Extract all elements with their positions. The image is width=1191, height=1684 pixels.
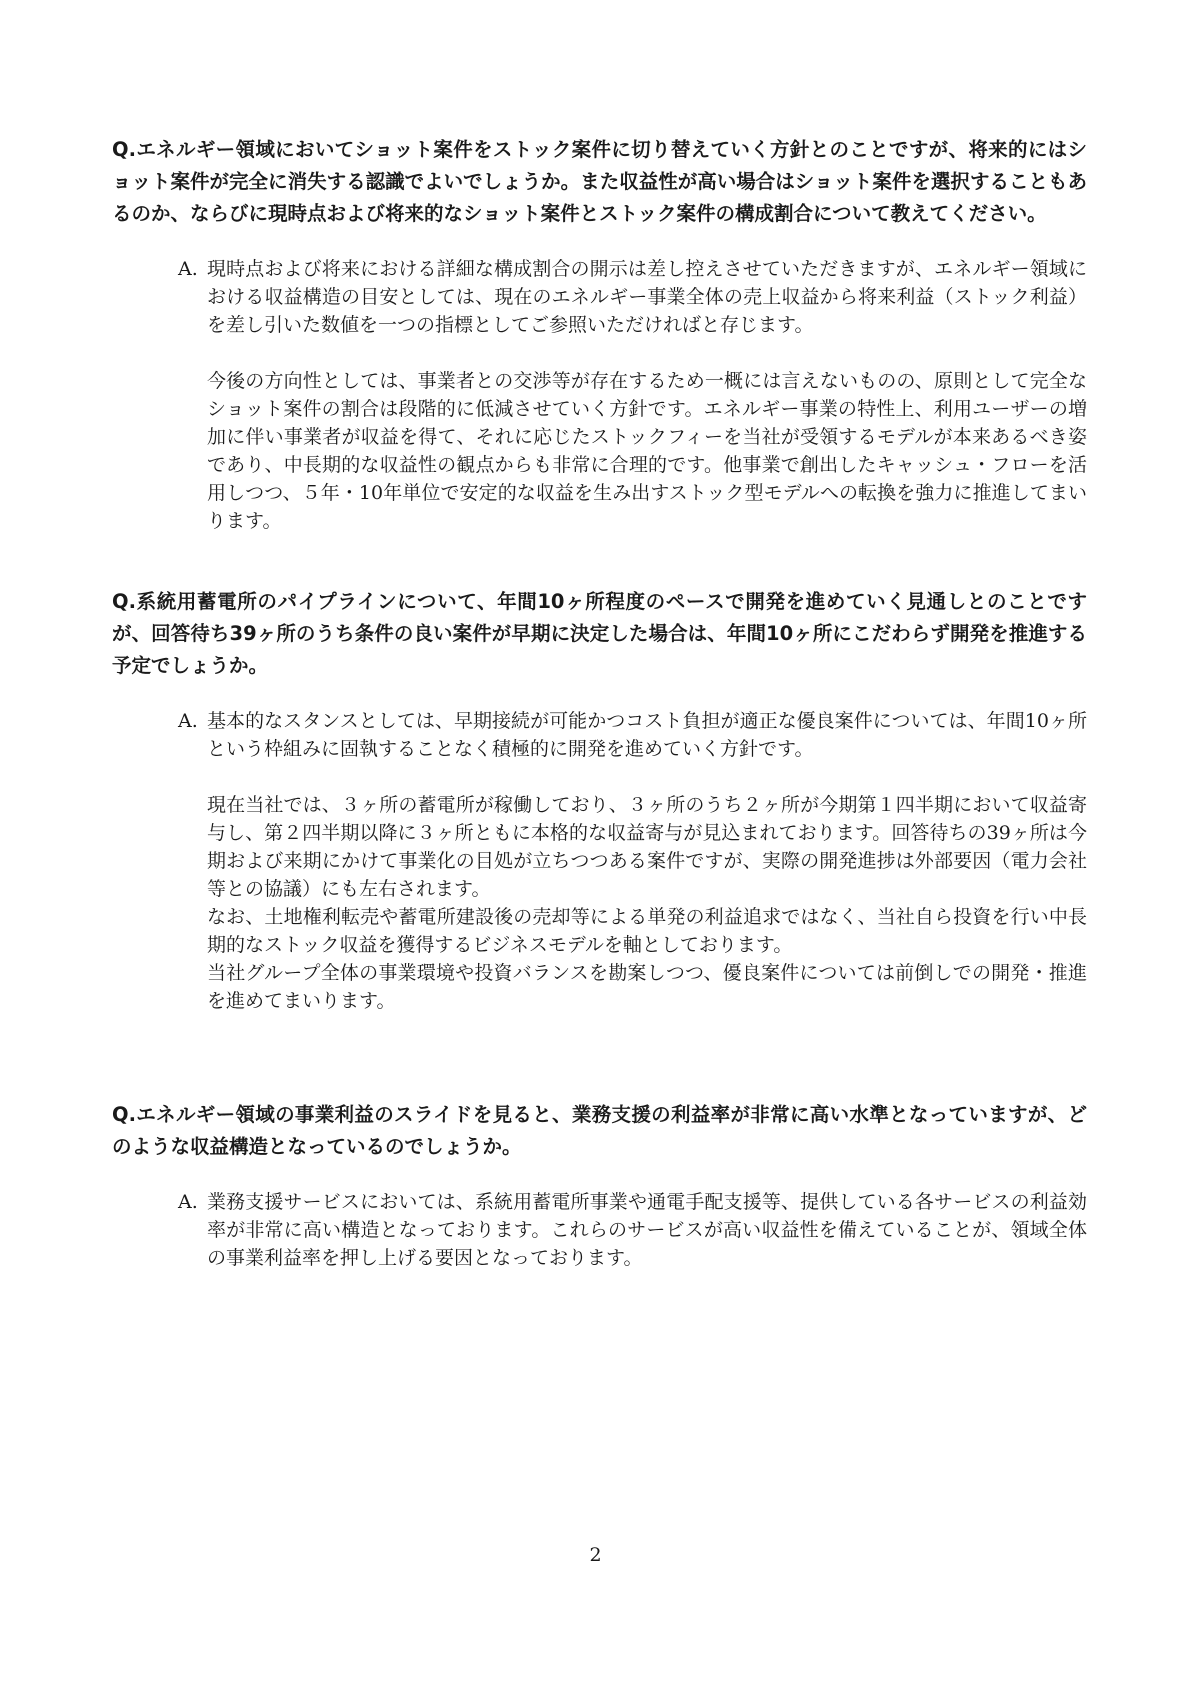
qa-item-2 <box>112 586 1087 1015</box>
answer-3 <box>178 1188 1087 1272</box>
answer-2-paragraph-3: なお、土地権利転売や蓄電所建設後の売却等による単発の利益追求ではなく、当社自ら投資を行い中長期的なストック収益を獲得するビジネスモデルを軸としております。 <box>207 906 1087 956</box>
answer-1-paragraph-1: 現時点および将来における詳細な構成割合の開示は差し控えさせていただきますが、エネルギー領域における収益構造の目安としては、現在のエネルギー事業全体の売上収益から将来利益（ストック利益）を差し引いた数値を一つの指標としてご参照いただければと存じます。 <box>207 258 1087 336</box>
answer-3-paragraph-1: 業務支援サービスにおいては、系統用蓄電所事業や通電手配支援等、提供している各サービスの利益効率が非常に高い構造となっております。これらのサービスが高い収益性を備えていることが、領域全体の事業利益率を押し上げる要因となっております。 <box>207 1191 1087 1269</box>
answer-1-paragraph-2: 今後の方向性としては、事業者との交渉等が存在するため一概には言えないものの、原則として完全なショット案件の割合は段階的に低減させていく方針です。エネルギー事業の特性上、利用ユーザーの増加に伴い事業者が収益を得て、それに応じたストックフィーを当社が受領するモデルが本来あるべき姿であり、中長期的な収益性の観点からも非常に合理的です。他事業で創出したキャッシュ・フローを活用しつつ、５年・10年単位で安定的な収益を生み出すストック型モデルへの転換を強力に推進してまいります。 <box>207 370 1087 532</box>
answer-2 <box>178 707 1087 1015</box>
qa-item-1 <box>112 134 1087 535</box>
answer-marker: A. <box>178 258 198 280</box>
qa-item-3 <box>112 1099 1087 1272</box>
page-number: 2 <box>589 1544 602 1566</box>
answer-2-paragraph-1: 基本的なスタンスとしては、早期接続が可能かつコスト負担が適正な優良案件については、年間10ヶ所という枠組みに固執することなく積極的に開発を進めていく方針です。 <box>207 710 1087 760</box>
question-3: Q.エネルギー領域の事業利益のスライドを見ると、業務支援の利益率が非常に高い水準となっていますが、どのような収益構造となっているのでしょうか。 <box>112 1103 1087 1158</box>
answer-2-paragraph-4: 当社グループ全体の事業環境や投資バランスを勘案しつつ、優良案件については前倒しでの開発・推進を進めてまいります。 <box>207 962 1087 1012</box>
answer-marker: A. <box>178 1191 198 1213</box>
question-2: Q.系統用蓄電所のパイプラインについて、年間10ヶ所程度のペースで開発を進めていく見通しとのことですが、回答待ち39ヶ所のうち条件の良い案件が早期に決定した場合は、年間10ヶ所にこだわらず開発を推進する予定でしょうか。 <box>112 590 1087 677</box>
answer-marker: A. <box>178 710 198 732</box>
question-1: Q.エネルギー領域においてショット案件をストック案件に切り替えていく方針とのことですが、将来的にはショット案件が完全に消失する認識でよいでしょうか。また収益性が高い場合はショット案件を選択することもあるのか、ならびに現時点および将来的なショット案件とストック案件の構成割合について教えてください。 <box>112 138 1087 225</box>
answer-1 <box>178 255 1087 535</box>
answer-2-paragraph-2: 現在当社では、３ヶ所の蓄電所が稼働しており、３ヶ所のうち２ヶ所が今期第１四半期において収益寄与し、第２四半期以降に３ヶ所ともに本格的な収益寄与が見込まれております。回答待ちの39ヶ所は今期および来期にかけて事業化の目処が立ちつつある案件ですが、実際の開発進捗は外部要因（電力会社等との協議）にも左右されます。 <box>207 794 1087 900</box>
